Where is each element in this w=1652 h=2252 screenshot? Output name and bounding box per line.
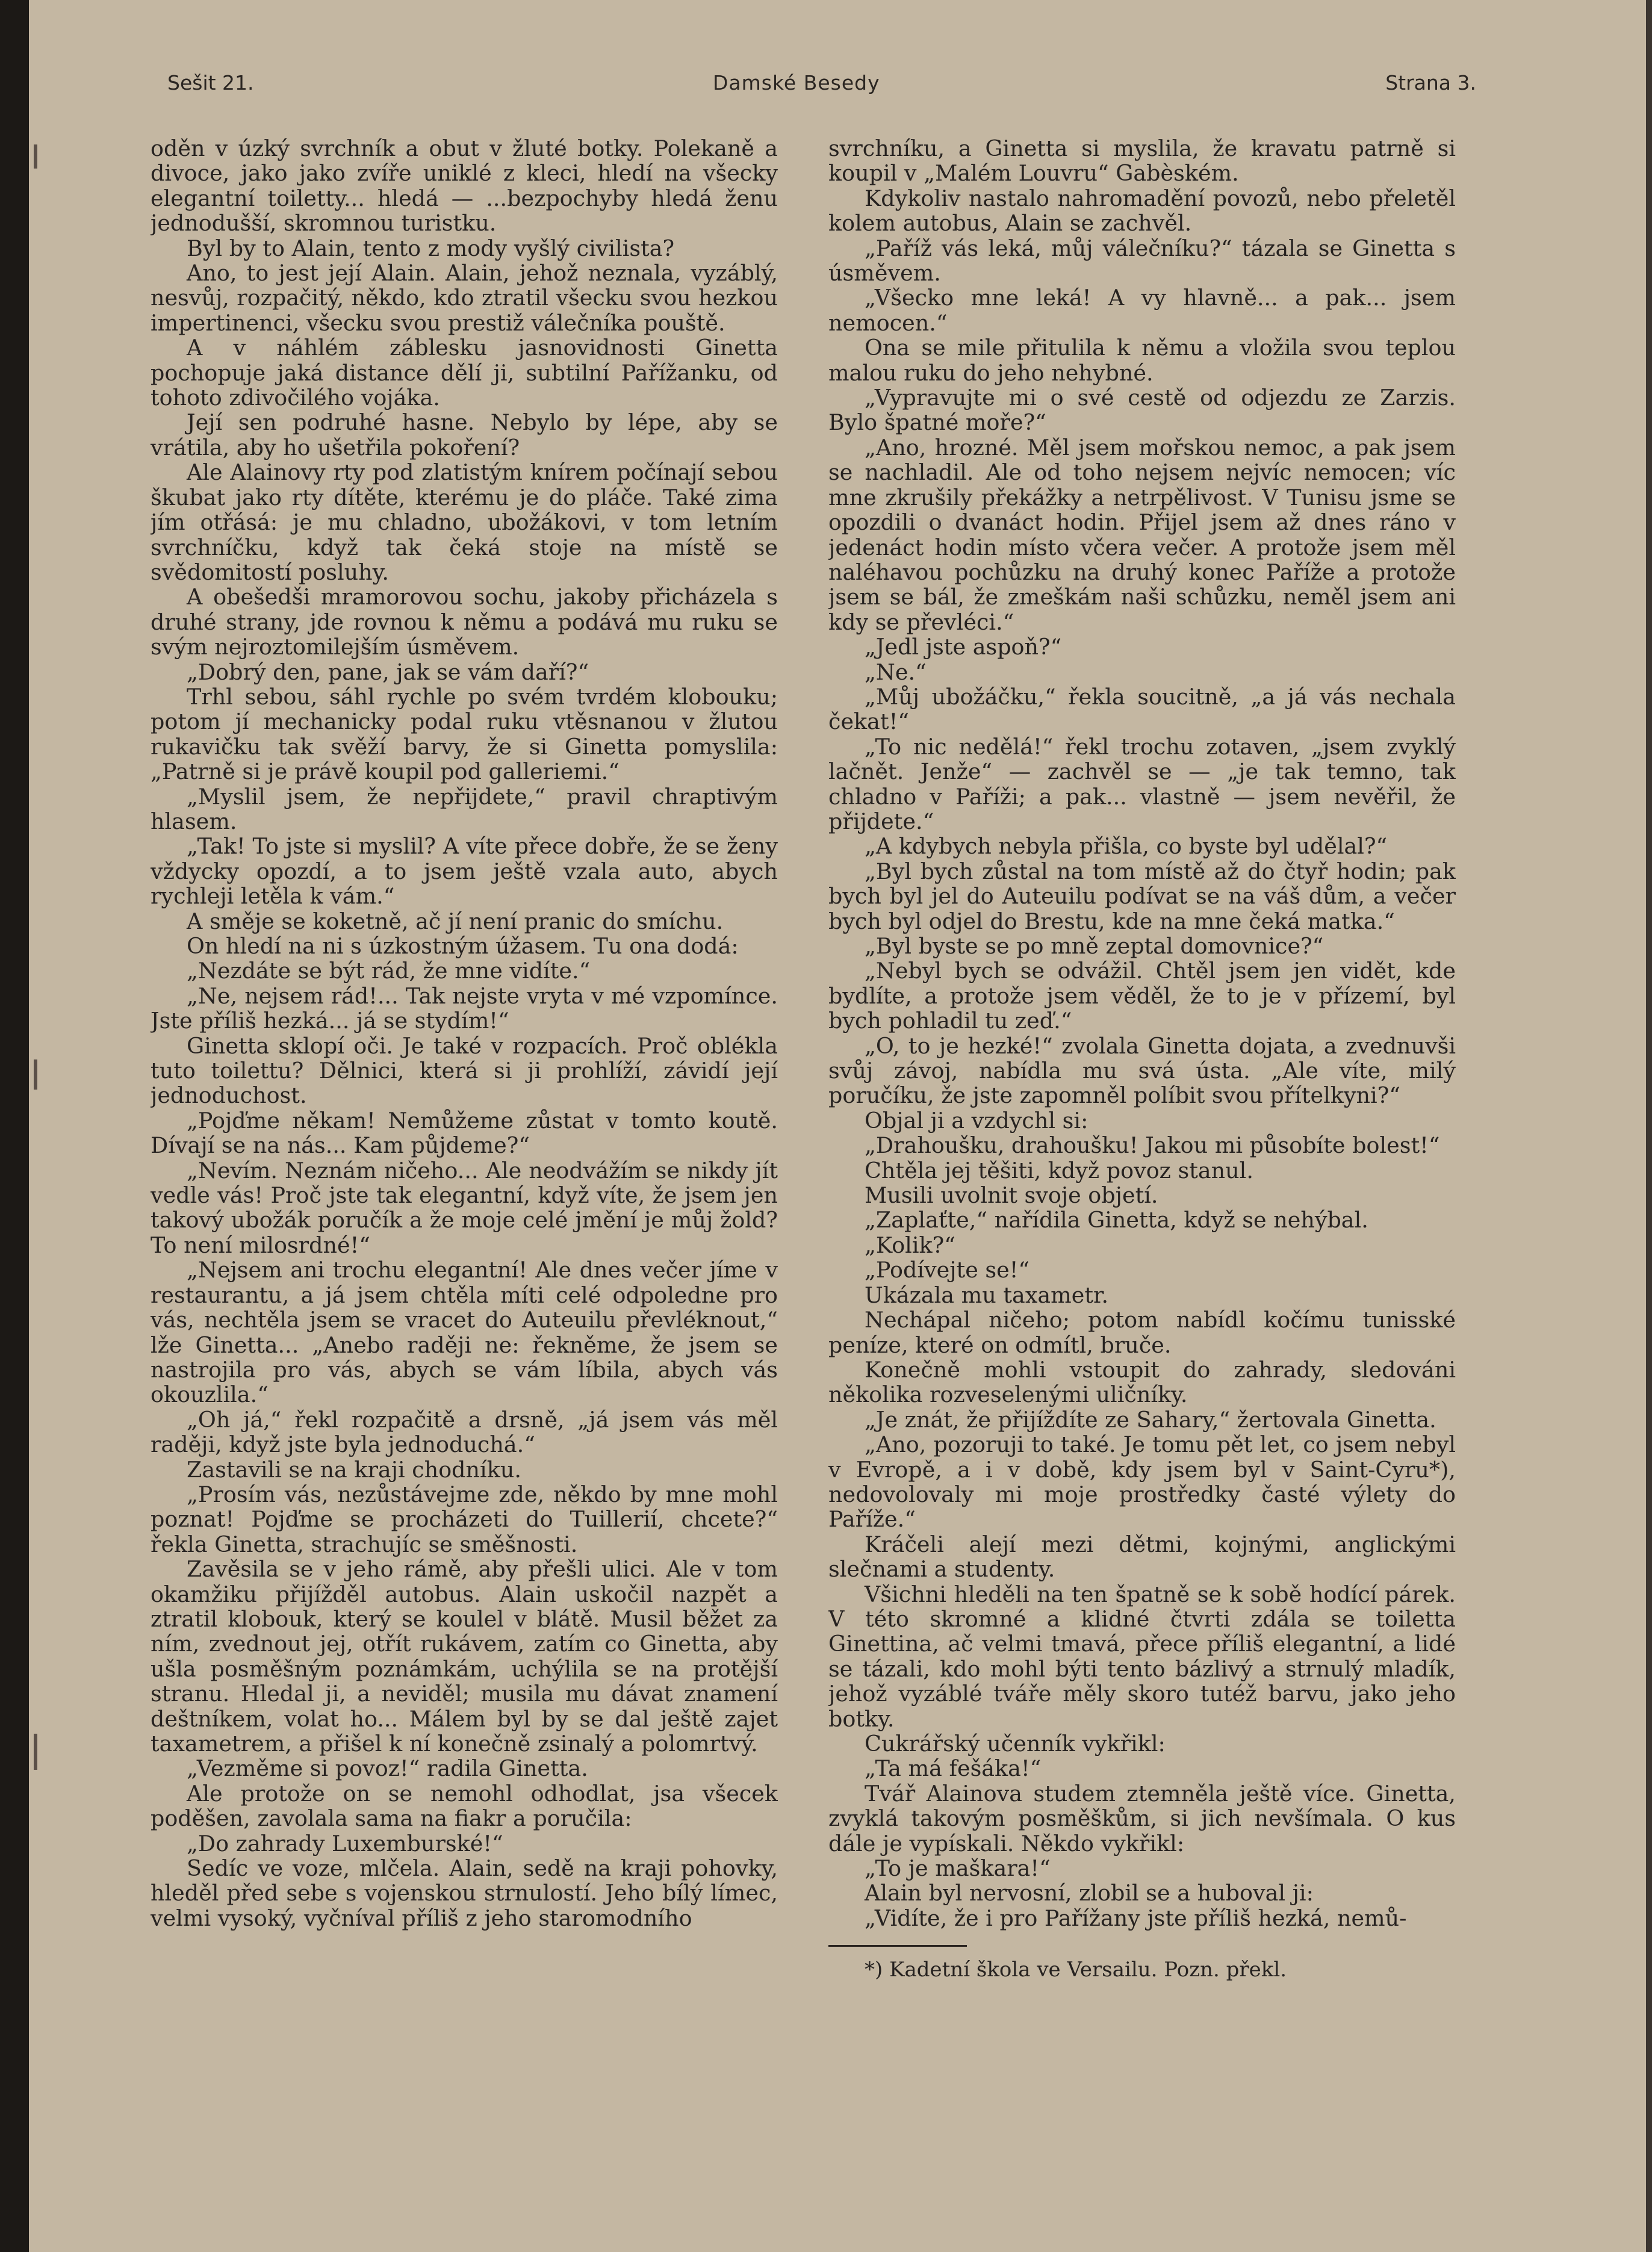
paragraph: A obešedši mramorovou sochu, jakoby přicházela s druhé strany, jde rovnou k němu a podává mu ruku se svým nejroztomilejším úsměvem. (151, 584, 778, 660)
paragraph: „Prosím vás, nezůstávejme zde, někdo by mne mohl poznat! Pojďme se procházeti do Tuillerií, chcete?“ řekla Ginetta, strachujíc se směšnosti. (151, 1481, 778, 1557)
paragraph: svrchníku, a Ginetta si myslila, že kravatu patrně si koupil v „Malém Louvru“ Gabèském. (828, 136, 1456, 187)
paragraph: Konečně mohli vstoupit do zahrady, sledováni několika rozveselenými uličníky. (828, 1356, 1456, 1408)
paragraph: „Drahoušku, drahoušku! Jakou mi působíte bolest!“ (865, 1132, 1440, 1159)
paragraph: Sedíc ve voze, mlčela. Alain, sedě na kraji pohovky, hleděl před sebe s vojenskou strnulostí. Jeho bílý límec, velmi vysoký, vyčníval příliš z jeho staromodního (151, 1855, 778, 1931)
paragraph: „Byl byste se po mně zeptal domovnice?“ (865, 933, 1324, 959)
paragraph: Ukázala mu taxametr. (865, 1282, 1109, 1308)
paragraph: Zastavili se na kraji chodníku. (187, 1456, 521, 1483)
paragraph: „Oh já,“ řekl rozpačitě a drsně, „já jsem vás měl raději, když jste byla jednoduchá.“ (151, 1406, 778, 1458)
paragraph: „Nejsem ani trochu elegantní! Ale dnes večer jíme v restaurantu, a já jsem chtěla míti celé odpoledne pro vás, nechtěla jsem se vracet do Auteuilu převléknout,“ lže Ginetta... „Anebo raději ne: řekněme, že jsem se nastrojila pro vás, abych se vám líbila, abych vás okouzlila.“ (151, 1257, 778, 1408)
paragraph: Musili uvolnit svoje objetí. (865, 1182, 1158, 1209)
issue-number: Sešit 21. (167, 71, 254, 95)
paragraph: „Nezdáte se být rád, že mne vidíte.“ (187, 958, 591, 984)
paragraph: „A kdybych nebyla přišla, co byste byl udělal?“ (865, 833, 1388, 860)
paragraph: „Podívejte se!“ (865, 1257, 1030, 1283)
paragraph: „Vezměme si povoz!“ radila Ginetta. (187, 1755, 588, 1782)
paragraph: „Nevím. Neznám ničeho... Ale neodvážím se nikdy jít vedle vás! Proč jste tak elegantní, když víte, že jsem jen takový ubožák poručík a že moje celé jmění je můj žold? To není milosrdné!“ (151, 1157, 778, 1258)
paragraph: „Můj ubožáčku,“ řekla soucitně, „a já vás nechala čekat!“ (828, 683, 1456, 735)
paragraph: Cukrářský učenník vykřikl: (865, 1731, 1166, 1757)
paragraph: „To nic nedělá!“ řekl trochu zotaven, „jsem zvyklý lačnět. Jenže“ — zachvěl se — „je tak temno, tak chladno v Paříži; a pak... vlastně — jsem nevěřil, že přijdete.“ (828, 733, 1456, 834)
paragraph: Nechápal ničeho; potom nabídl kočímu tunisské peníze, které on odmítl, bruče. (828, 1307, 1456, 1358)
paragraph: Ginetta sklopí oči. Je také v rozpacích. Proč oblékla tuto toilettu? Dělnici, která si ji prohlíží, závidí její jednoduchost. (151, 1032, 778, 1109)
paragraph: Zavěsila se v jeho rámě, aby přešli ulici. Ale v tom okamžiku přijížděl autobus. Alain uskočil nazpět a ztratil klobouk, který se koulel v blátě. Musil běžet za ním, zvednout jej, otřít rukávem, zatím co Ginetta, aby ušla posměšným poznámkám, uchýlila se na protější stranu. Hledal ji, a neviděl; musila mu dávat znamení deštníkem, volat ho... Málem byl by se dal ještě zajet taxametrem, a přišel k ní konečně zsinalý a polomrtvý. (151, 1556, 778, 1757)
paragraph: On hledí na ni s úzkostným úžasem. Tu ona dodá: (187, 933, 739, 959)
paragraph: „Ne, nejsem rád!... Tak nejste vryta v mé vzpomínce. Jste příliš hezká... já se stydím!“ (151, 982, 778, 1034)
paragraph: Všichni hleděli na ten špatně se k sobě hodící párek. V této skromné a klidné čtvrti zdála se toiletta Ginettina, ač velmi tmavá, přece příliš elegantní, a lidé se tázali, kdo mohl býti tento bázlivý a strnulý mladík, jehož vyzáblé tváře měly skoro tutéž barvu, jako jeho botky. (828, 1581, 1456, 1732)
paragraph: A v náhlém záblesku jasnovidnosti Ginetta pochopuje jaká distance dělí ji, subtilní Pařížanku, od tohoto zdivočilého vojáka. (151, 335, 778, 411)
footnote-rule (828, 1945, 967, 1947)
paragraph: A směje se koketně, ač jí není pranic do smíchu. (187, 908, 724, 934)
paragraph: Trhl sebou, sáhl rychle po svém tvrdém klobouku; potom jí mechanicky podal ruku vtěsnanou v žlutou rukavičku tak svěží barvy, že si Ginetta pomyslila: „Patrně si je právě koupil pod galleriemi.“ (151, 683, 778, 785)
paragraph: Alain byl nervosní, zlobil se a huboval ji: (865, 1880, 1314, 1906)
paragraph: „Tak! To jste si myslil? A víte přece dobře, že se ženy vždycky opozdí, a to jsem ještě vzala auto, abych rychleji letěla k vám.“ (151, 833, 778, 910)
paragraph: Byl by to Alain, tento z mody vyšlý civilista? (187, 235, 675, 261)
paragraph: „Kolik?“ (865, 1232, 955, 1258)
footnote: *) Kadetní škola ve Versailu. Pozn. překl. (865, 1958, 1287, 1982)
margin-smudge (34, 144, 37, 169)
paragraph: Ano, to jest její Alain. Alain, jehož neznala, vyzáblý, nesvůj, rozpačitý, někdo, kdo ztratil všecku svou hezkou impertinenci, všecku svou prestiž válečníka pouště. (151, 260, 778, 336)
paragraph: Ale protože on se nemohl odhodlat, jsa všecek poděšen, zavolala sama na fiakr a poručila: (151, 1780, 778, 1832)
paragraph: „Vidíte, že i pro Pařížany jste příliš hezká, nemů- (865, 1905, 1407, 1931)
paragraph: „Zaplaťte,“ nařídila Ginetta, když se nehýbal. (865, 1207, 1368, 1233)
paragraph: „Nebyl bych se odvážil. Chtěl jsem jen vidět, kde bydlíte, a protože jsem věděl, že to je v přízemí, byl bych pohladil tu zeď.“ (828, 958, 1456, 1034)
paragraph: „Vypravujte mi o své cestě od odjezdu ze Zarzis. Bylo špatné moře?“ (828, 385, 1456, 436)
publication-title: Damské Besedy (713, 71, 880, 95)
paragraph: „Všecko mne leká! A vy hlavně... a pak... jsem nemocen.“ (828, 285, 1456, 336)
paragraph: „Pojďme někam! Nemůžeme zůstat v tomto koutě. Dívají se na nás... Kam půjdeme?“ (151, 1107, 778, 1159)
paragraph: „Ta má fešáka!“ (865, 1755, 1042, 1782)
paragraph: Její sen podruhé hasne. Nebylo by lépe, aby se vrátila, aby ho ušetřila pokoření? (151, 409, 778, 461)
paragraph: „Je znát, že přijíždíte ze Sahary,“ žertovala Ginetta. (865, 1406, 1436, 1433)
paragraph: „Ano, pozoruji to také. Je tomu pět let, co jsem nebyl v Evropě, a i v době, kdy jsem byl v Saint-Cyru*), nedovolovaly mi moje prostředky časté výlety do Paříže.“ (828, 1432, 1456, 1533)
paragraph: „Byl bych zůstal na tom místě až do čtyř hodin; pak bych byl jel do Auteuilu podívat se na váš dům, a večer bych byl odjel do Brestu, kde na mne čeká matka.“ (828, 858, 1456, 934)
paragraph: Chtěla jej těšiti, když povoz stanul. (865, 1157, 1253, 1183)
margin-smudge (34, 1059, 37, 1090)
paragraph: oděn v úzký svrchník a obut v žluté botky. Polekaně a divoce, jako jako zvíře uniklé z kleci, hledí na všecky elegantní toiletty... hledá — ...bezpochyby hledá ženu jednodušší, skromnou turistku. (151, 136, 778, 237)
margin-smudge (34, 1734, 37, 1770)
paragraph: Kdykoliv nastalo nahromadění povozů, nebo přeletěl kolem autobus, Alain se zachvěl. (828, 185, 1456, 237)
right-text-column (828, 136, 1456, 2213)
paragraph: „Do zahrady Luxemburské!“ (187, 1830, 503, 1857)
paragraph: Ona se mile přitulila k němu a vložila svou teplou malou ruku do jeho nehybné. (828, 335, 1456, 386)
left-text-column (151, 136, 778, 2213)
paragraph: „Myslil jsem, že nepřijdete,“ pravil chraptivým hlasem. (151, 783, 778, 834)
paragraph: „Jedl jste aspoň?“ (865, 634, 1062, 660)
paragraph: Ale Alainovy rty pod zlatistým knírem počínají sebou škubat jako rty dítěte, kterému je do pláče. Také zima jím otřásá: je mu chladno, ubožákovi, v tom letním svrchníčku, když tak čeká stoje na místě se svědomitostí posluhy. (151, 459, 778, 585)
paragraph: Tvář Alainova studem ztemněla ještě více. Ginetta, zvyklá takovým posměškům, si jich nevšímala. O kus dále je vypískali. Někdo vykřikl: (828, 1780, 1456, 1857)
paragraph: „O, to je hezké!“ zvolala Ginetta dojata, a zvednuvši svůj závoj, nabídla mu svá ústa. „Ale víte, milý poručíku, že jste zapomněl políbit svou přítelkyni?“ (828, 1032, 1456, 1109)
scan-edge (1646, 0, 1652, 2252)
paragraph: Kráčeli alejí mezi dětmi, kojnými, anglickými slečnami a studenty. (828, 1531, 1456, 1583)
paragraph: „Ano, hrozné. Měl jsem mořskou nemoc, a pak jsem se nachladil. Ale od toho nejsem nejvíc nemocen; víc mne zkrušily překážky a netrpělivost. V Tunisu jsme se opozdili o dvanáct hodin. Přijel jsem až dnes ráno v jedenáct hodin místo včera večer. A protože jsem měl naléhavou pochůzku na druhý konec Paříže a protože jsem se bál, že zmeškám naši schůzku, neměl jsem ani kdy se převléci.“ (828, 434, 1456, 635)
page-number: Strana 3. (1385, 71, 1476, 95)
paragraph: „Dobrý den, pane, jak se vám daří?“ (187, 659, 589, 685)
magazine-page (29, 0, 1648, 2252)
paragraph: „To je maškara!“ (865, 1855, 1051, 1882)
paragraph: „Ne.“ (865, 659, 927, 685)
paragraph: Objal ji a vzdychl si: (865, 1107, 1088, 1134)
paragraph: „Paříž vás leká, můj válečníku?“ tázala se Ginetta s úsměvem. (828, 235, 1456, 287)
page-header (29, 71, 1648, 107)
